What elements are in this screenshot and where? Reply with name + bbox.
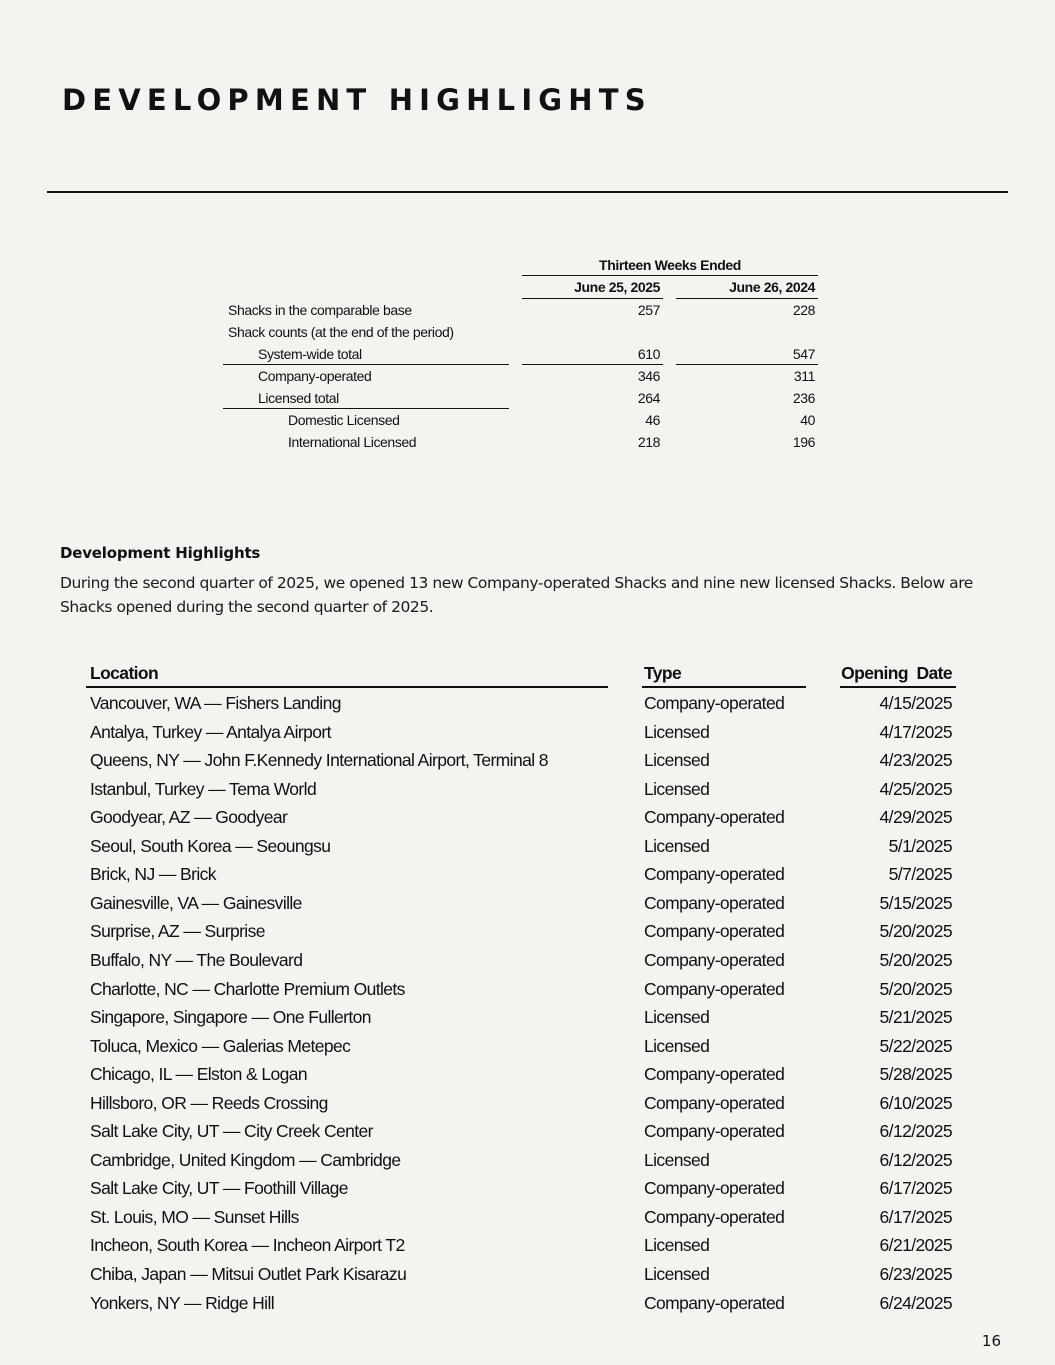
opening-date: 6/10/2025	[879, 1092, 952, 1113]
opening-type: Company-operated	[644, 1092, 785, 1113]
opening-date: 5/20/2025	[879, 949, 952, 970]
opening-date: 6/24/2025	[879, 1292, 952, 1313]
summary-row-label: Domestic Licensed	[288, 412, 400, 428]
opening-type: Company-operated	[644, 1178, 785, 1199]
opening-type: Company-operated	[644, 921, 785, 942]
opening-type: Company-operated	[644, 807, 785, 828]
opening-location: Chiba, Japan — Mitsui Outlet Park Kisarazu	[90, 1264, 407, 1284]
opening-date: 5/28/2025	[879, 1064, 952, 1085]
opening-location: Cambridge, United Kingdom — Cambridge	[90, 1149, 401, 1170]
opening-location: St. Louis, MO — Sunset Hills	[90, 1206, 299, 1227]
column-header-type: Type	[644, 663, 682, 683]
summary-row-label: International Licensed	[288, 434, 417, 450]
section-paragraph: During the second quarter of 2025, we opened 13 new Company-operated Shacks and nine new licensed Shacks. Below are Shacks opened during the second quarter of 2025.	[60, 574, 973, 616]
opening-location: Surprise, AZ — Surprise	[90, 921, 265, 942]
opening-date: 4/15/2025	[879, 693, 952, 713]
opening-date: 4/25/2025	[879, 778, 952, 799]
opening-location: Brick, NJ — Brick	[90, 864, 216, 885]
summary-row-value: 236	[792, 390, 815, 406]
opening-location: Charlotte, NC — Charlotte Premium Outlets	[90, 978, 405, 999]
summary-row-value: 547	[792, 346, 815, 362]
opening-type: Licensed	[644, 835, 710, 856]
opening-date: 5/21/2025	[879, 1007, 952, 1028]
page-number: 16	[981, 1332, 1001, 1350]
opening-date: 5/15/2025	[879, 892, 952, 913]
opening-location: Incheon, South Korea — Incheon Airport T2	[90, 1235, 405, 1256]
opening-type: Licensed	[644, 750, 710, 771]
summary-row-label: Company-operated	[258, 368, 372, 384]
opening-type: Licensed	[644, 778, 710, 799]
header-underline	[642, 686, 806, 688]
opening-location: Seoul, South Korea — Seoungsu	[90, 835, 331, 856]
column-header-2025: June 25, 2025	[522, 277, 663, 299]
opening-date: 4/23/2025	[879, 750, 952, 771]
opening-date: 6/23/2025	[879, 1264, 952, 1284]
summary-row-value: 228	[792, 302, 815, 318]
opening-type: Licensed	[644, 1035, 710, 1056]
opening-location: Goodyear, AZ — Goodyear	[90, 807, 288, 828]
summary-row-value: 610	[637, 346, 660, 362]
opening-type: Company-operated	[644, 1206, 785, 1227]
opening-date: 6/17/2025	[879, 1178, 952, 1199]
opening-date: 5/7/2025	[888, 864, 952, 885]
opening-type: Company-operated	[644, 1292, 785, 1313]
opening-type: Company-operated	[644, 693, 785, 713]
opening-type: Company-operated	[644, 1064, 785, 1085]
opening-location: Toluca, Mexico — Galerias Metepec	[90, 1035, 351, 1056]
opening-date: 5/20/2025	[879, 978, 952, 999]
summary-row-value: 196	[792, 434, 815, 450]
section-heading: Development Highlights	[60, 544, 261, 562]
page-title: DEVELOPMENT HIGHLIGHTS	[62, 83, 652, 117]
column-header-date: Opening Date	[841, 663, 952, 683]
opening-type: Licensed	[644, 1149, 710, 1170]
summary-row-value: 264	[637, 390, 660, 406]
table-group-header: Thirteen Weeks Ended	[522, 255, 818, 276]
opening-type: Company-operated	[644, 864, 785, 885]
opening-type: Company-operated	[644, 892, 785, 913]
summary-row-label: Licensed total	[258, 390, 339, 406]
opening-date: 6/17/2025	[879, 1206, 952, 1227]
opening-date: 5/20/2025	[879, 921, 952, 942]
opening-type: Company-operated	[644, 978, 785, 999]
opening-type: Licensed	[644, 1264, 710, 1284]
column-header-2024: June 26, 2024	[676, 277, 818, 299]
opening-location: Gainesville, VA — Gainesville	[90, 892, 302, 913]
opening-type: Licensed	[644, 1235, 710, 1256]
opening-date: 5/1/2025	[888, 835, 952, 856]
opening-location: Salt Lake City, UT — Foothill Village	[90, 1178, 348, 1199]
opening-location: Antalya, Turkey — Antalya Airport	[90, 721, 331, 742]
summary-row-value: 40	[800, 412, 815, 428]
opening-type: Company-operated	[644, 949, 785, 970]
summary-row-label: Shacks in the comparable base	[228, 302, 412, 318]
opening-location: Salt Lake City, UT — City Creek Center	[90, 1121, 373, 1142]
opening-location: Queens, NY — John F.Kennedy International Airport, Terminal 8	[90, 750, 548, 771]
header-underline	[840, 686, 956, 688]
summary-row-value: 346	[637, 368, 660, 384]
opening-location: Chicago, IL — Elston & Logan	[90, 1064, 307, 1085]
summary-row-value: 311	[793, 368, 815, 384]
opening-location: Hillsboro, OR — Reeds Crossing	[90, 1092, 328, 1113]
opening-date: 6/12/2025	[879, 1121, 952, 1142]
opening-type: Company-operated	[644, 1121, 785, 1142]
opening-location: Vancouver, WA — Fishers Landing	[90, 693, 341, 713]
summary-row-value: 218	[637, 434, 660, 450]
summary-row-value: 46	[645, 412, 660, 428]
opening-location: Istanbul, Turkey — Tema World	[90, 778, 317, 799]
summary-row-value: 257	[637, 302, 660, 318]
column-header-location: Location	[90, 663, 159, 683]
summary-row-label: Shack counts (at the end of the period)	[228, 324, 454, 340]
opening-type: Licensed	[644, 721, 710, 742]
opening-location: Buffalo, NY — The Boulevard	[90, 949, 303, 970]
opening-date: 6/12/2025	[879, 1149, 952, 1170]
opening-location: Yonkers, NY — Ridge Hill	[90, 1292, 275, 1313]
summary-row-label: System-wide total	[258, 346, 362, 362]
opening-date: 4/29/2025	[879, 807, 952, 828]
opening-date: 5/22/2025	[879, 1035, 952, 1056]
opening-date: 4/17/2025	[879, 721, 952, 742]
opening-location: Singapore, Singapore — One Fullerton	[90, 1007, 371, 1028]
opening-date: 6/21/2025	[879, 1235, 952, 1256]
opening-type: Licensed	[644, 1007, 710, 1028]
header-underline	[86, 686, 608, 688]
